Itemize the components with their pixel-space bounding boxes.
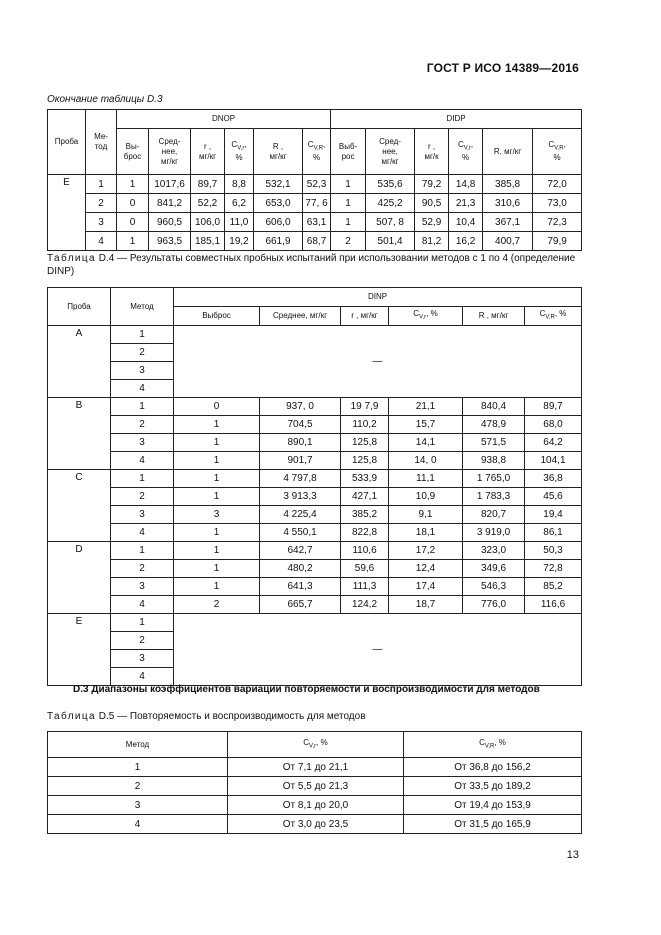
table-row (48, 758, 582, 777)
cell-outlier: 2 (174, 596, 260, 614)
cell-method: 2 (111, 632, 174, 650)
cell-outlier-2: 1 (331, 213, 366, 232)
table-d3-caption: Окончание таблицы D.3 (47, 94, 163, 105)
cell-R: 840,4 (463, 398, 525, 416)
section-d3-title: D.3 Диапазоны коэффициентов вариации повторяемости и воспроизводимости для методов (73, 684, 540, 695)
cell-cvr-range: От 7,1 до 21,1 (228, 758, 404, 777)
cell-method: 2 (111, 488, 174, 506)
cell-mean-2: 535,6 (366, 175, 415, 194)
cell-cvR: 63,1 (303, 213, 331, 232)
cell-outlier: 1 (117, 232, 149, 251)
cell-r: 110,6 (341, 542, 389, 560)
cell-cvR: 68,0 (525, 416, 582, 434)
cell-cvr: 11,0 (225, 213, 254, 232)
cell-outlier: 0 (117, 213, 149, 232)
cell-cvR-2: 73,0 (533, 194, 582, 213)
cell-outlier: 1 (174, 542, 260, 560)
cell-method: 3 (111, 434, 174, 452)
cell-outlier-2: 2 (331, 232, 366, 251)
cell-cvr: 9,1 (389, 506, 463, 524)
cell-cvR: 85,2 (525, 578, 582, 596)
header-mean: Среднее, мг/кг (260, 307, 341, 326)
cell-r: 19 7,9 (341, 398, 389, 416)
table-d3 (47, 109, 582, 251)
cell-R: 1 783,3 (463, 488, 525, 506)
cell-outlier-2: 1 (331, 194, 366, 213)
table-row (48, 398, 582, 416)
cell-mean: 3 913,3 (260, 488, 341, 506)
header-method: Метод (111, 288, 174, 326)
table-row (48, 416, 582, 434)
cell-outlier: 1 (174, 488, 260, 506)
empty-dash-cell: — (174, 326, 582, 398)
cell-cvR: 45,6 (525, 488, 582, 506)
cell-method: 1 (48, 758, 228, 777)
cell-method: 1 (111, 398, 174, 416)
cell-r: 822,8 (341, 524, 389, 542)
probe-cell: D (48, 542, 111, 614)
cell-cvr-2: 14,8 (449, 175, 483, 194)
cell-cvr: 18,1 (389, 524, 463, 542)
header-cvr: $C_{V,r}$, % (389, 307, 463, 326)
table-row (48, 815, 582, 834)
cell-r-2: 52,9 (415, 213, 449, 232)
header-cvr: $C_{V,r}$, % (228, 732, 404, 758)
table-row (48, 614, 582, 632)
table-row (48, 596, 582, 614)
cell-R: 606,0 (254, 213, 303, 232)
cell-r: 89,7 (191, 175, 225, 194)
cell-method: 3 (111, 506, 174, 524)
cell-cvr: 10,9 (389, 488, 463, 506)
cell-cvR: 104,1 (525, 452, 582, 470)
table-row (48, 175, 582, 194)
cell-method: 1 (111, 614, 174, 632)
cell-method: 4 (48, 815, 228, 834)
cell-outlier: 1 (174, 416, 260, 434)
cell-method: 4 (111, 596, 174, 614)
cell-outlier: 1 (174, 452, 260, 470)
cell-method: 4 (111, 452, 174, 470)
cell-outlier: 1 (117, 175, 149, 194)
table-row (48, 194, 582, 213)
cell-outlier: 1 (174, 560, 260, 578)
header-cvr-2: $C_{V,r}$, % (449, 129, 483, 175)
cell-cvR: 52,3 (303, 175, 331, 194)
cell-cvR-range: От 19,4 до 153,9 (404, 796, 582, 815)
header-cvR-2: $C_{V,R}$, % (533, 129, 582, 175)
header-mean-2: Сред- нее, мг/кг (366, 129, 415, 175)
cell-R: 546,3 (463, 578, 525, 596)
cell-R-2: 400,7 (483, 232, 533, 251)
cell-method: 4 (86, 232, 117, 251)
cell-R: 323,0 (463, 542, 525, 560)
cell-cvR: 89,7 (525, 398, 582, 416)
header-cvR: $C_{V,R}$, % (525, 307, 582, 326)
cell-r: 125,8 (341, 452, 389, 470)
page-number: 13 (566, 849, 579, 861)
cell-mean: 665,7 (260, 596, 341, 614)
cell-cvr-2: 21,3 (449, 194, 483, 213)
table-row (48, 232, 582, 251)
cell-R: 820,7 (463, 506, 525, 524)
cell-r: 59,6 (341, 560, 389, 578)
cell-method: 4 (111, 524, 174, 542)
cell-mean: 4 550,1 (260, 524, 341, 542)
header-cvr: $C_{V,r}$, % (225, 129, 254, 175)
cell-method: 1 (111, 542, 174, 560)
cell-cvR-range: От 33,5 до 189,2 (404, 777, 582, 796)
cell-cvR: 36,8 (525, 470, 582, 488)
cell-method: 3 (111, 650, 174, 668)
cell-method: 2 (86, 194, 117, 213)
cell-cvR-2: 79,9 (533, 232, 582, 251)
table-d5-caption: Таблица D.5 — Повторяемость и воспроизводимость для методов (47, 711, 366, 722)
header-method: Ме- тод (86, 110, 117, 175)
header-R: R , мг/кг (254, 129, 303, 175)
cell-cvr-range: От 3,0 до 23,5 (228, 815, 404, 834)
cell-cvr-range: От 5,5 до 21,3 (228, 777, 404, 796)
probe-cell: E (48, 614, 111, 686)
cell-r: 111,3 (341, 578, 389, 596)
table-row (48, 777, 582, 796)
table-row (48, 524, 582, 542)
probe-cell: C (48, 470, 111, 542)
cell-r: 106,0 (191, 213, 225, 232)
cell-cvR: 72,8 (525, 560, 582, 578)
header-r-2: r , мг/к (415, 129, 449, 175)
cell-outlier: 3 (174, 506, 260, 524)
table-d5 (47, 731, 582, 834)
cell-mean-2: 501,4 (366, 232, 415, 251)
header-mean: Сред- нее, мг/кг (149, 129, 191, 175)
cell-cvR: 64,2 (525, 434, 582, 452)
cell-cvr: 14,1 (389, 434, 463, 452)
cell-R-2: 310,6 (483, 194, 533, 213)
cell-method: 3 (48, 796, 228, 815)
cell-cvr: 8,8 (225, 175, 254, 194)
cell-R: 478,9 (463, 416, 525, 434)
header-r: r , мг/кг (191, 129, 225, 175)
table-d4-caption: Таблица D.4 — Результаты совместных пробных испытаний при использовании методов с 1 по 4 (определение DINP) (47, 253, 576, 277)
cell-cvr: 6,2 (225, 194, 254, 213)
cell-r: 110,2 (341, 416, 389, 434)
cell-cvr: 19,2 (225, 232, 254, 251)
table-d4 (47, 287, 582, 686)
cell-cvR-range: От 31,5 до 165,9 (404, 815, 582, 834)
cell-method: 1 (111, 326, 174, 344)
header-group-dnop: DNOP (117, 110, 331, 129)
cell-outlier: 0 (117, 194, 149, 213)
cell-method: 1 (86, 175, 117, 194)
probe-cell: A (48, 326, 111, 398)
cell-r: 185,1 (191, 232, 225, 251)
standard-designation: ГОСТ Р ИСО 14389—2016 (426, 61, 579, 75)
table-row (48, 506, 582, 524)
cell-outlier: 0 (174, 398, 260, 416)
cell-r: 125,8 (341, 434, 389, 452)
cell-R: 776,0 (463, 596, 525, 614)
table-row (48, 796, 582, 815)
table-row (48, 542, 582, 560)
cell-mean-2: 507, 8 (366, 213, 415, 232)
cell-r: 385,2 (341, 506, 389, 524)
cell-r-2: 81,2 (415, 232, 449, 251)
cell-mean: 4 797,8 (260, 470, 341, 488)
cell-outlier-2: 1 (331, 175, 366, 194)
cell-cvR: 68,7 (303, 232, 331, 251)
cell-cvR: 77, 6 (303, 194, 331, 213)
cell-r-2: 90,5 (415, 194, 449, 213)
cell-cvr: 12,4 (389, 560, 463, 578)
cell-cvR: 86,1 (525, 524, 582, 542)
header-outlier-2: Выб- рос (331, 129, 366, 175)
cell-mean: 841,2 (149, 194, 191, 213)
table-row (48, 488, 582, 506)
empty-dash-cell: — (174, 614, 582, 686)
table-row (48, 326, 582, 344)
cell-mean: 704,5 (260, 416, 341, 434)
cell-method: 3 (111, 362, 174, 380)
cell-mean: 1017,6 (149, 175, 191, 194)
cell-cvR: 50,3 (525, 542, 582, 560)
cell-r: 52,2 (191, 194, 225, 213)
header-outlier: Вы- брос (117, 129, 149, 175)
cell-cvR: 116,6 (525, 596, 582, 614)
cell-cvR-range: От 36,8 до 156,2 (404, 758, 582, 777)
cell-R: 3 919,0 (463, 524, 525, 542)
cell-cvr: 14, 0 (389, 452, 463, 470)
cell-cvr: 17,4 (389, 578, 463, 596)
table-row (48, 213, 582, 232)
header-cvR: $C_{V,R}$, % (303, 129, 331, 175)
cell-outlier: 1 (174, 578, 260, 596)
cell-cvR-2: 72,0 (533, 175, 582, 194)
cell-cvr: 17,2 (389, 542, 463, 560)
cell-method: 4 (111, 668, 174, 686)
cell-outlier: 1 (174, 524, 260, 542)
cell-method: 2 (111, 344, 174, 362)
header-r: r , мг/кг (341, 307, 389, 326)
cell-r: 427,1 (341, 488, 389, 506)
cell-cvr: 18,7 (389, 596, 463, 614)
cell-R: 1 765,0 (463, 470, 525, 488)
cell-mean: 937, 0 (260, 398, 341, 416)
cell-method: 3 (111, 578, 174, 596)
cell-mean: 4 225,4 (260, 506, 341, 524)
cell-mean: 963,5 (149, 232, 191, 251)
cell-mean: 960,5 (149, 213, 191, 232)
cell-R: 661,9 (254, 232, 303, 251)
header-method: Метод (48, 732, 228, 758)
cell-method: 2 (111, 416, 174, 434)
cell-cvR: 19,4 (525, 506, 582, 524)
header-group-dinp: DINP (174, 288, 582, 307)
header-R: R , мг/кг (463, 307, 525, 326)
cell-cvR-2: 72,3 (533, 213, 582, 232)
cell-r: 124,2 (341, 596, 389, 614)
table-row (48, 560, 582, 578)
cell-outlier: 1 (174, 434, 260, 452)
header-R-2: R, мг/кг (483, 129, 533, 175)
cell-cvr: 11,1 (389, 470, 463, 488)
cell-r-2: 79,2 (415, 175, 449, 194)
header-probe: Проба (48, 110, 86, 175)
header-group-didp: DIDP (331, 110, 582, 129)
table-row (48, 452, 582, 470)
cell-r: 533,9 (341, 470, 389, 488)
table-row (48, 434, 582, 452)
cell-R: 653,0 (254, 194, 303, 213)
cell-cvr-2: 10,4 (449, 213, 483, 232)
cell-R-2: 385,8 (483, 175, 533, 194)
cell-method: 1 (111, 470, 174, 488)
cell-cvr-range: От 8,1 до 20,0 (228, 796, 404, 815)
probe-cell: B (48, 398, 111, 470)
cell-R: 349,6 (463, 560, 525, 578)
cell-mean: 642,7 (260, 542, 341, 560)
cell-mean-2: 425,2 (366, 194, 415, 213)
table-row (48, 578, 582, 596)
header-outlier: Выброс (174, 307, 260, 326)
header-probe: Проба (48, 288, 111, 326)
cell-mean: 480,2 (260, 560, 341, 578)
cell-outlier: 1 (174, 470, 260, 488)
cell-method: 3 (86, 213, 117, 232)
table-row (48, 470, 582, 488)
cell-cvr-2: 16,2 (449, 232, 483, 251)
cell-R-2: 367,1 (483, 213, 533, 232)
cell-method: 2 (111, 560, 174, 578)
cell-method: 4 (111, 380, 174, 398)
cell-cvr: 21,1 (389, 398, 463, 416)
header-cvR: $C_{V,R}$, % (404, 732, 582, 758)
cell-mean: 890,1 (260, 434, 341, 452)
cell-R: 571,5 (463, 434, 525, 452)
cell-mean: 901,7 (260, 452, 341, 470)
cell-R: 938,8 (463, 452, 525, 470)
cell-cvr: 15,7 (389, 416, 463, 434)
cell-mean: 641,3 (260, 578, 341, 596)
cell-method: 2 (48, 777, 228, 796)
probe-cell: E (48, 175, 86, 251)
cell-R: 532,1 (254, 175, 303, 194)
